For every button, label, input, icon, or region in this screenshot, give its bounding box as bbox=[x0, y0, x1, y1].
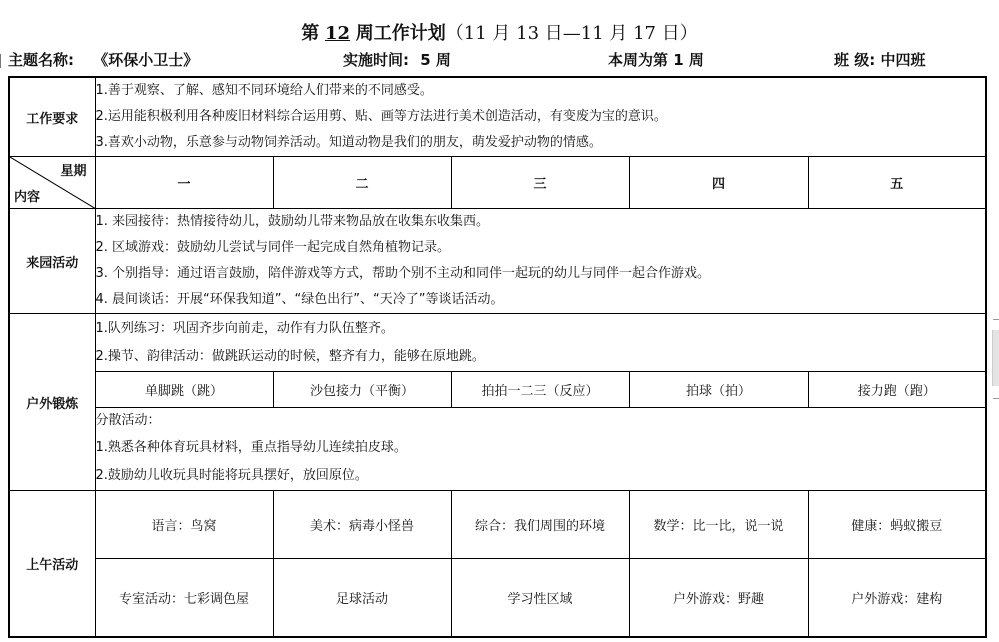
scatter-item: 1.熟悉各种体育玩具材料，重点指导幼儿连续拍皮球。 bbox=[95, 440, 407, 455]
requirement-item: 2.运用能积极利用各种废旧材料综合运用剪、贴、画等方法进行美术创造活动，有变废为宝的意识。 bbox=[95, 109, 667, 124]
game-friday: 接力跑（跑） bbox=[808, 372, 986, 408]
class-info bbox=[834, 50, 925, 70]
morning-friday-2: 户外游戏：建构 bbox=[808, 559, 986, 637]
outdoor-top-content bbox=[95, 314, 986, 372]
outdoor-row-top bbox=[9, 314, 986, 372]
requirement-item: 1.善于观察、了解、感知不同环境给人们带来的不同感受。 bbox=[95, 83, 433, 98]
morning-row-1 bbox=[9, 491, 986, 559]
theme-info bbox=[8, 50, 198, 70]
scroll-mark-bottom bbox=[993, 398, 999, 399]
morning-wednesday-2: 学习性区域 bbox=[451, 559, 629, 637]
page-title bbox=[0, 22, 999, 46]
scrollbar-thumb[interactable] bbox=[992, 330, 999, 386]
weekday-header-row bbox=[9, 157, 986, 209]
requirements-label: 工作要求 bbox=[9, 77, 95, 157]
morning-monday-2: 专室活动：七彩调色屋 bbox=[95, 559, 273, 637]
title-week-number: 12 bbox=[324, 23, 351, 44]
morning-row-2 bbox=[9, 559, 986, 637]
requirements-row bbox=[9, 77, 986, 157]
current-week-info: 本周为第 1 周 bbox=[608, 51, 704, 69]
outdoor-item: 1.队列练习：巩固齐步向前走，动作有力队伍整齐。 bbox=[95, 320, 394, 336]
game-wednesday: 拍拍一二三（反应） bbox=[451, 372, 629, 408]
outdoor-label: 户外锻炼 bbox=[9, 314, 95, 491]
arrival-item: 4. 晨间谈话：开展“环保我知道”、“绿色出行”、“天冷了”等谈话活动。 bbox=[95, 292, 504, 307]
arrival-content bbox=[95, 209, 986, 314]
requirements-content bbox=[95, 77, 986, 157]
game-tuesday: 沙包接力（平衡） bbox=[273, 372, 451, 408]
theme-label: 主题名称: bbox=[8, 51, 74, 69]
scatter-item: 分散活动： bbox=[95, 413, 161, 428]
morning-tuesday-1: 美术：病毒小怪兽 bbox=[273, 491, 451, 559]
week-label: 星期 bbox=[60, 164, 87, 179]
arrival-item: 3. 个别指导：通过语言鼓励，陪伴游戏等方式，帮助个别不主动和同伴一起玩的幼儿与同伴一起合作游戏。 bbox=[95, 266, 711, 281]
requirement-item: 3.喜欢小动物，乐意参与动物饲养活动。知道动物是我们的朋友，萌发爱护动物的情感。 bbox=[95, 135, 602, 150]
theme-value: 《环保小卫士》 bbox=[93, 51, 199, 69]
game-thursday: 拍球（拍） bbox=[629, 372, 808, 408]
outdoor-games-row bbox=[9, 372, 986, 408]
outdoor-scatter-row bbox=[9, 408, 986, 491]
day-tuesday: 二 bbox=[273, 157, 451, 209]
morning-friday-1: 健康：蚂蚁搬豆 bbox=[808, 491, 986, 559]
class-label: 班 级: bbox=[834, 51, 876, 69]
morning-thursday-2: 户外游戏：野趣 bbox=[629, 559, 808, 637]
outdoor-item: 2.操节、韵律活动：做跳跃运动的时候，整齐有力，能够在原地跳。 bbox=[95, 348, 485, 364]
arrival-item: 1. 来园接待：热情接待幼儿，鼓励幼儿带来物品放在收集东收集西。 bbox=[95, 214, 490, 229]
title-suffix: 周工作计划 bbox=[355, 23, 446, 44]
duration-value: 5 周 bbox=[420, 51, 451, 69]
outdoor-scatter-content bbox=[95, 408, 986, 491]
game-monday: 单脚跳（跳） bbox=[95, 372, 273, 408]
duration-label: 实施时间: bbox=[343, 51, 409, 69]
day-monday: 一 bbox=[95, 157, 273, 209]
scatter-item: 2.鼓励幼儿收玩具时能将玩具摆好，放回原位。 bbox=[95, 468, 368, 483]
diagonal-header-cell bbox=[9, 157, 95, 209]
scroll-mark-top bbox=[993, 319, 999, 320]
arrival-row bbox=[9, 209, 986, 314]
content-label: 内容 bbox=[14, 190, 41, 205]
morning-thursday-1: 数学：比一比，说一说 bbox=[629, 491, 808, 559]
weekly-plan-table bbox=[8, 76, 987, 638]
day-friday: 五 bbox=[808, 157, 986, 209]
day-wednesday: 三 bbox=[451, 157, 629, 209]
morning-tuesday-2: 足球活动 bbox=[273, 559, 451, 637]
morning-label: 上午活动 bbox=[9, 491, 95, 637]
class-value: 中四班 bbox=[880, 51, 926, 69]
arrival-item: 2. 区域游戏：鼓励幼儿尝试与同伴一起完成自然角植物记录。 bbox=[95, 240, 451, 255]
morning-wednesday-1: 综合：我们周围的环境 bbox=[451, 491, 629, 559]
day-thursday: 四 bbox=[629, 157, 808, 209]
duration-info bbox=[343, 50, 451, 70]
title-prefix: 第 bbox=[301, 23, 320, 44]
morning-monday-1: 语言：鸟窝 bbox=[95, 491, 273, 559]
title-date-range: （11 月 13 日—11 月 17 日） bbox=[445, 23, 698, 44]
arrival-label: 来园活动 bbox=[9, 209, 95, 314]
margin-mark bbox=[0, 54, 4, 68]
